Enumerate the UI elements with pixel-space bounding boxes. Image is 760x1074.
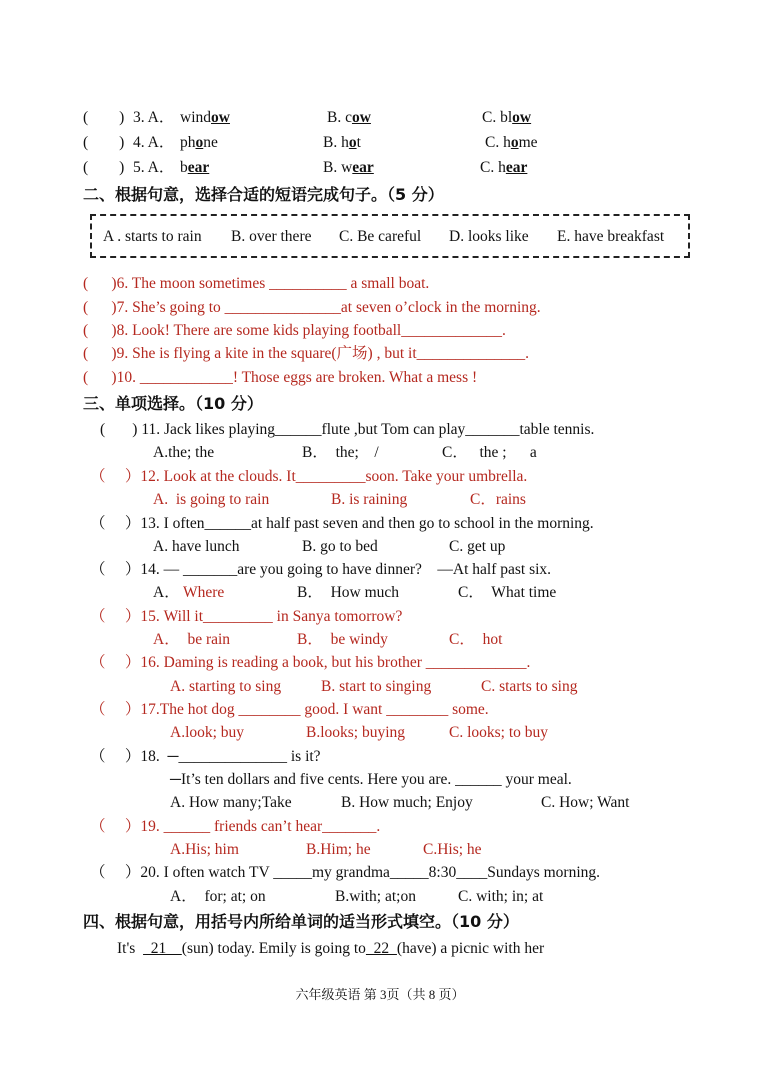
q14-option-c: C． What time bbox=[458, 584, 557, 601]
q17-option-b: B.looks; buying bbox=[306, 724, 406, 741]
q17-option-c: C. looks; to buy bbox=[449, 724, 549, 741]
phrase-option-b: B. over there bbox=[231, 228, 312, 245]
question-8: ( )8. Look! There are some kids playing football_____________. bbox=[83, 322, 506, 339]
q3-option-a: window bbox=[180, 109, 230, 126]
phrase-option-d: D. looks like bbox=[449, 228, 529, 245]
phrase-option-c: C. Be careful bbox=[339, 228, 422, 245]
section-4-title: 四、根据句意，用括号内所给单词的适当形式填空。（10 分） bbox=[83, 912, 519, 931]
blank-22: 22 bbox=[365, 940, 397, 957]
q3-option-c: C. blow bbox=[482, 109, 532, 126]
question-16: （ ）16. Daming is reading a book, but his brother _____________. bbox=[90, 654, 531, 671]
q3-number: 3. A． bbox=[133, 109, 175, 126]
q15-option-c: C． hot bbox=[449, 631, 503, 648]
q12-option-b: B. is raining bbox=[331, 491, 408, 508]
q20-option-c: C. with; in; at bbox=[458, 888, 544, 905]
question-20: （ ）20. I often watch TV _____my grandma_____8:30____Sundays morning. bbox=[90, 864, 601, 881]
phrase-option-e: E. have breakfast bbox=[557, 228, 665, 245]
section-2-title: 二、根据句意，选择合适的短语完成句子。（5 分） bbox=[83, 185, 444, 204]
question-6: ( )6. The moon sometimes __________ a small boat. bbox=[83, 275, 430, 292]
q16-option-c: C. starts to sing bbox=[481, 678, 578, 695]
q5-paren: ( ) bbox=[83, 159, 125, 176]
q19-option-a: A.His; him bbox=[170, 841, 239, 858]
q11-option-b: B． the; / bbox=[302, 444, 379, 461]
q15-option-a: A． be rain bbox=[153, 631, 231, 648]
question-11: ( ) 11. Jack likes playing______flute ,but Tom can play_______table tennis. bbox=[100, 421, 595, 438]
q4-option-c: C. home bbox=[485, 134, 538, 151]
q5-option-b: B. wear bbox=[323, 159, 374, 176]
question-12: （ ）12. Look at the clouds. It_________soon. Take your umbrella. bbox=[90, 468, 528, 485]
q16-option-b: B. start to singing bbox=[321, 678, 432, 695]
blank-21: 21 bbox=[143, 940, 182, 957]
q12-option-a: A. is going to rain bbox=[153, 491, 270, 508]
question-18: （ ）18. ─______________ is it? bbox=[90, 748, 321, 765]
q15-option-b: B． be windy bbox=[297, 631, 388, 648]
q11-option-a: A.the; the bbox=[153, 444, 215, 461]
q4-option-b: B. hot bbox=[323, 134, 361, 151]
question-19: （ ）19. ______ friends can’t hear_______. bbox=[90, 818, 381, 835]
q13-option-a: A. have lunch bbox=[153, 538, 240, 555]
q4-option-a: phone bbox=[180, 134, 218, 151]
q18-option-a: A. How many;Take bbox=[170, 794, 292, 811]
q14-option-a: Where bbox=[183, 584, 225, 601]
question-9: ( )9. She is flying a kite in the square(广场) , but it______________. bbox=[83, 345, 529, 362]
q11-option-c: C． the ; a bbox=[442, 444, 537, 461]
q18-option-c: C. How; Want bbox=[541, 794, 630, 811]
question-14: （ ）14. — _______are you going to have dinner? —At half past six. bbox=[90, 561, 552, 578]
section-3-title: 三、单项选择。（10 分） bbox=[83, 394, 263, 413]
question-13: （ ）13. I often______at half past seven and then go to school in the morning. bbox=[90, 515, 594, 532]
q5-option-a: bear bbox=[180, 159, 210, 176]
q18-option-b: B. How much; Enjoy bbox=[341, 794, 473, 811]
page-footer: 六年级英语 第 3页（共 8 页） bbox=[295, 987, 465, 1002]
q3-paren: ( ) bbox=[83, 109, 125, 126]
phrase-option-a: A . starts to rain bbox=[103, 228, 202, 245]
q4-number: 4. A． bbox=[133, 134, 175, 151]
question-7: ( )7. She’s going to _______________at seven o’clock in the morning. bbox=[83, 299, 541, 316]
q14-option-b: B． How much bbox=[297, 584, 400, 601]
question-15: （ ）15. Will it_________ in Sanya tomorrow? bbox=[90, 608, 403, 625]
question-10: ( )10. ____________! Those eggs are broken. What a mess ! bbox=[83, 369, 478, 386]
q3-option-b: B. cow bbox=[327, 109, 371, 126]
q19-option-c: C.His; he bbox=[423, 841, 482, 858]
q19-option-b: B.Him; he bbox=[306, 841, 371, 858]
q17-option-a: A.look; buy bbox=[170, 724, 245, 741]
question-17: （ ）17.The hot dog ________ good. I want ________ some. bbox=[90, 701, 489, 718]
q5-option-c: C. hear bbox=[480, 159, 528, 176]
q18-line-2: ─It’s ten dollars and five cents. Here you are. ______ your meal. bbox=[170, 771, 572, 788]
phrase-options-box bbox=[90, 214, 690, 258]
q12-option-c: C．rains bbox=[470, 491, 526, 508]
q13-option-b: B. go to bed bbox=[302, 538, 378, 555]
q14-option-a-label: A． bbox=[153, 584, 180, 601]
q16-option-a: A. starting to sing bbox=[170, 678, 282, 695]
q4-paren: ( ) bbox=[83, 134, 125, 151]
q20-option-a: A． for; at; on bbox=[170, 888, 266, 905]
question-21-22: It's 21 (sun) today. Emily is going to 22 (have) a picnic with her bbox=[117, 940, 545, 957]
q5-number: 5. A． bbox=[133, 159, 175, 176]
q13-option-c: C. get up bbox=[449, 538, 506, 555]
q20-option-b: B.with; at;on bbox=[335, 888, 416, 905]
